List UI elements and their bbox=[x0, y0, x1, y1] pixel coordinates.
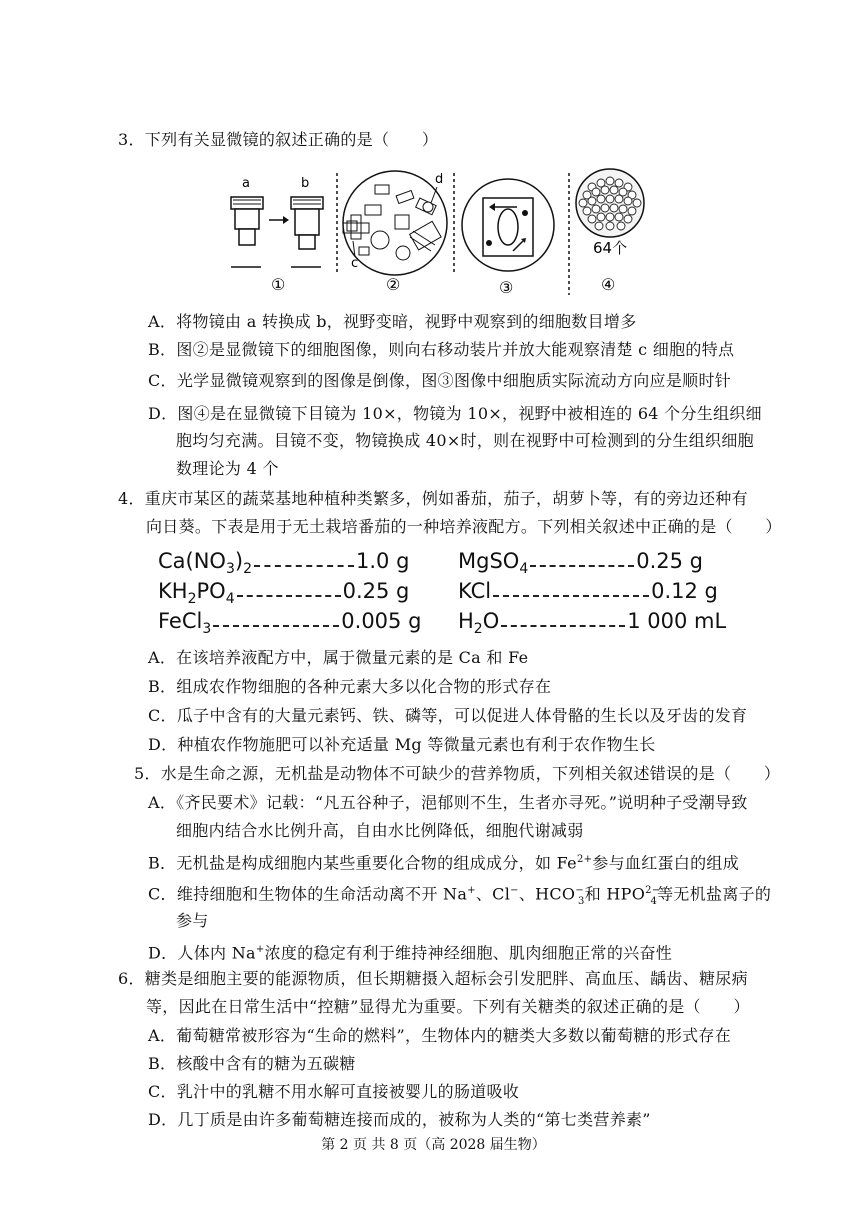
q6-stem-line2: 等，因此在日常生活中“控糖”显得尤为重要。下列有关糖类的叙述正确的是（ ） bbox=[146, 997, 750, 1016]
q6-option-c: C．乳汁中的乳糖不用水解可直接被婴儿的肠道吸收 bbox=[148, 1082, 520, 1101]
q4-option-c: C．瓜子中含有的大量元素钙、铁、磷等，可以促进人体骨骼的生长以及牙齿的发育 bbox=[148, 706, 748, 725]
q5-option-c-line2: 参与 bbox=[176, 911, 209, 930]
label-c: c bbox=[351, 256, 359, 271]
recipe-kcl-amount: 0.12 g bbox=[651, 579, 718, 603]
recipe-fecl3: FeCl$_3$ 0.005 g bbox=[158, 609, 422, 638]
fig-num-2: ② bbox=[386, 275, 401, 294]
q3-option-a: A．将物镜由 a 转换成 b，视野变暗，视野中观察到的细胞数目增多 bbox=[148, 312, 637, 331]
q3-option-d: D．图④是在显微镜下目镜为 10×，物镜为 10×，视野中被相连的 64 个分生组织细 bbox=[148, 404, 762, 423]
q5-stem: 5．水是生命之源，无机盐是动物体不可缺少的营养物质，下列相关叙述错误的是（ ） bbox=[134, 764, 781, 783]
recipe-h2o: $H_2O$ 1 000 mL bbox=[458, 609, 727, 638]
recipe-ca-no3: $Ca(NO_3)_2$ 1.0 g bbox=[158, 549, 410, 578]
objective-lens-figure bbox=[231, 176, 323, 294]
page-footer: 第 2 页 共 8 页（高 2028 届生物） bbox=[321, 1137, 546, 1153]
q6-option-b: B．核酸中含有的糖为五碳糖 bbox=[148, 1054, 356, 1073]
q4-option-a: A．在该培养液配方中，属于微量元素的是 Ca 和 Fe bbox=[148, 648, 529, 667]
q3-option-b: B．图②是显微镜下的细胞图像，则向右移动装片并放大能观察清楚 c 细胞的特点 bbox=[148, 340, 735, 359]
q6-option-a: A．葡萄糖常被形容为“生命的燃料”，生物体内的糖类大多数以葡萄糖的形式存在 bbox=[148, 1026, 732, 1045]
label-b: b bbox=[301, 176, 310, 191]
recipe-ca-no3-amount: 1.0 g bbox=[356, 549, 410, 573]
q4-stem: 4．重庆市某区的蔬菜基地种植种类繁多，例如番茄，茄子，胡萝卜等，有的旁边还种有 bbox=[118, 489, 748, 508]
fig-num-4: ④ bbox=[601, 275, 616, 294]
cell-count-label: 64个 bbox=[593, 239, 628, 257]
cytoplasm-flow-figure bbox=[462, 179, 554, 297]
recipe-h2o-amount: 1 000 mL bbox=[627, 609, 727, 633]
q5-option-c: C．维持细胞和生物体的生命活动离不开 Na+、Cl−、$HCO^-_3$和 $HPO^{2-}_4$等无机盐离子的 bbox=[148, 884, 772, 907]
fig-num-1: ① bbox=[271, 275, 286, 294]
q5-option-d: D．人体内 Na+浓度的稳定有利于维持神经细胞、肌肉细胞正常的兴奋性 bbox=[148, 943, 673, 963]
q6-stem: 6．糖类是细胞主要的能源物质，但长期糖摄入超标会引发肥胖、高血压、龋齿、糖尿病 bbox=[118, 969, 748, 988]
recipe-mgso4-amount: 0.25 g bbox=[636, 549, 703, 573]
cell-field-figure bbox=[343, 171, 447, 294]
label-d: d bbox=[435, 172, 444, 187]
q4-option-b: B．组成农作物细胞的各种元素大多以化合物的形式存在 bbox=[148, 677, 552, 696]
recipe-kh2po4-amount: 0.25 g bbox=[342, 579, 410, 603]
recipe-fecl3-amount: 0.005 g bbox=[341, 609, 422, 633]
label-a: a bbox=[242, 176, 250, 191]
packed-cells-figure bbox=[576, 169, 644, 294]
q3-option-d-line2: 胞均匀充满。目镜不变，物镜换成 40×时，则在视野中可检测到的分生组织细胞 bbox=[176, 431, 754, 450]
q4-option-d: D．种植农作物施肥可以补充适量 Mg 等微量元素也有利于农作物生长 bbox=[148, 735, 656, 754]
q5-option-a: A．《齐民要术》记载：“凡五谷种子，浥郁则不生，生者亦寻死。”说明种子受潮导致 bbox=[148, 793, 748, 812]
fig-num-3: ③ bbox=[499, 278, 514, 297]
microscope-figures bbox=[225, 165, 655, 300]
q3-option-c: C．光学显微镜观察到的图像是倒像，图③图像中细胞质实际流动方向应是顺时针 bbox=[148, 371, 732, 390]
recipe-kcl: KCl 0.12 g bbox=[458, 579, 718, 603]
q3-stem: 3．下列有关显微镜的叙述正确的是（ ） bbox=[118, 130, 439, 149]
q5-option-a-line2: 细胞内结合水比例升高，自由水比例降低，细胞代谢减弱 bbox=[176, 821, 584, 840]
q5-option-b: B．无机盐是构成细胞内某些重要化合物的组成成分，如 $Fe^{2+}$参与血红蛋白的组成 bbox=[148, 853, 739, 873]
q6-option-d: D．几丁质是由许多葡萄糖连接而成的，被称为人类的“第七类营养素” bbox=[148, 1110, 651, 1129]
q4-stem-line2: 向日葵。下表是用于无土栽培番茄的一种培养液配方。下列相关叙述中正确的是（ ） bbox=[146, 517, 782, 536]
recipe-kh2po4: $KH_2PO_4$ 0.25 g bbox=[158, 579, 410, 608]
q3-option-d-line3: 数理论为 4 个 bbox=[176, 459, 279, 478]
recipe-mgso4: MgSO$_4$ 0.25 g bbox=[458, 549, 703, 578]
